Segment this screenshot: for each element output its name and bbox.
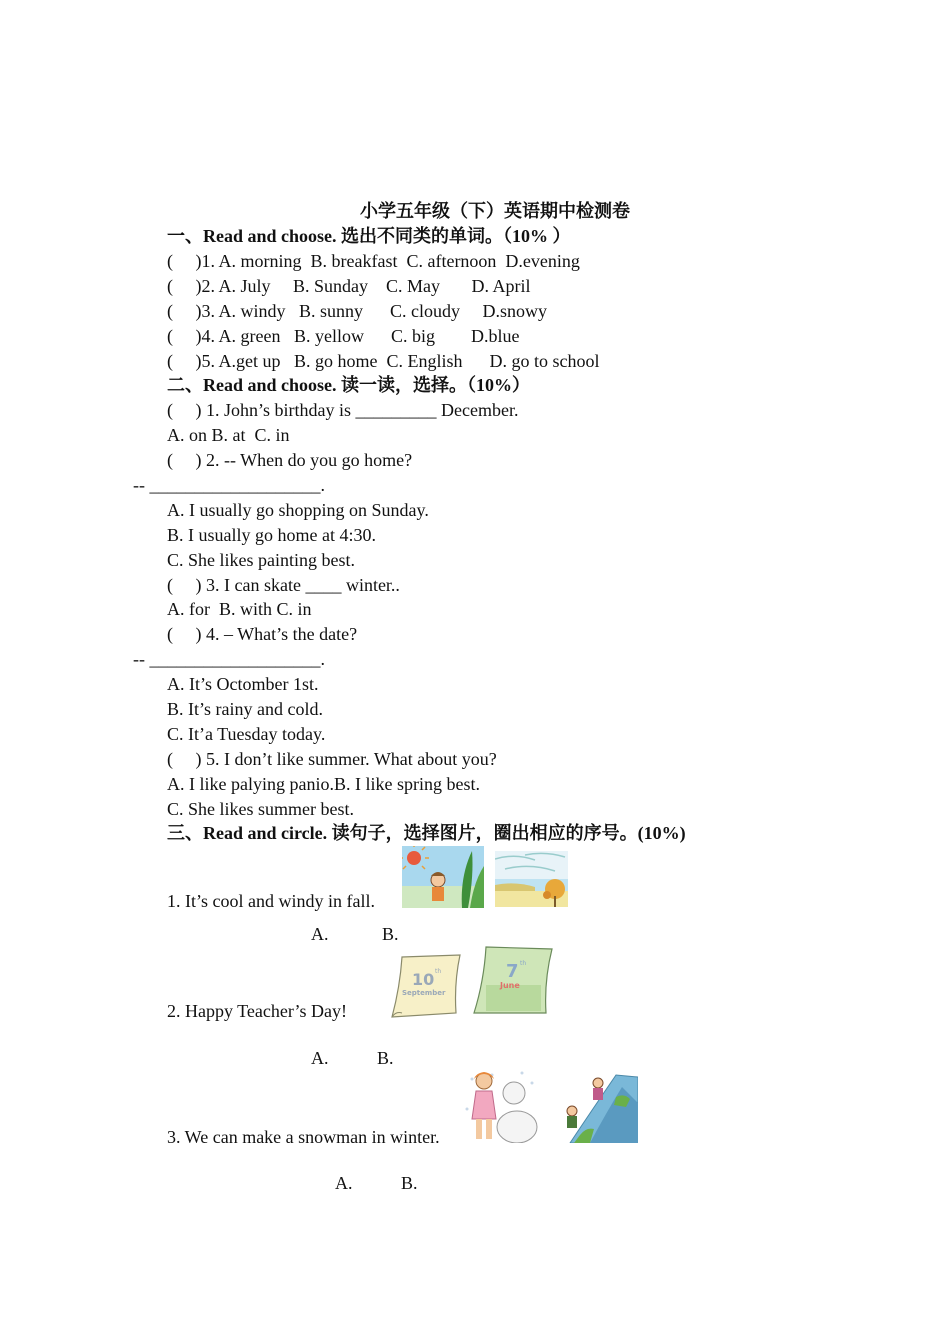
list-item: ( ) 1. John’s birthday is _________ December. xyxy=(167,400,519,420)
list-item: ( )5. A.get up B. go home C. English D. go to school xyxy=(167,351,600,371)
option-b-label: B. xyxy=(401,1173,418,1193)
calendar-card2-month: June xyxy=(500,981,520,990)
list-item: A. I like palying panio.B. I like spring best. xyxy=(167,774,480,794)
question-2: 2. Happy Teacher’s Day! xyxy=(167,1001,348,1021)
list-item: ( )3. A. windy B. sunny C. cloudy D.snowy xyxy=(167,301,548,321)
list-item: B. It’s rainy and cold. xyxy=(167,699,323,719)
windy-fall-image xyxy=(495,851,568,907)
section2-heading: 二、Read and choose. 读一读，选择。（10%） xyxy=(167,375,531,395)
calendar-card1-suffix: th xyxy=(435,968,442,975)
question-3: 3. We can make a snowman in winter. xyxy=(167,1127,440,1147)
list-item: C. She likes summer best. xyxy=(167,799,354,819)
list-item: ( )4. A. green B. yellow C. big D.blue xyxy=(167,326,520,346)
question-1: 1. It’s cool and windy in fall. xyxy=(167,891,375,911)
calendar-card1-month: September xyxy=(402,989,446,997)
option-a-label: A. xyxy=(335,1173,353,1193)
list-item: ( ) 2. -- When do you go home? xyxy=(167,450,413,470)
list-item: A. on B. at C. in xyxy=(167,425,290,445)
calendar-card2-suffix: th xyxy=(520,960,527,967)
answer-blank: -- ___________________. xyxy=(133,649,325,669)
calendar-september-10-image xyxy=(390,953,463,1019)
option-b-label: B. xyxy=(382,924,399,944)
calendar-june-7-image xyxy=(472,945,554,1017)
list-item: ( ) 5. I don’t like summer. What about you? xyxy=(167,749,497,769)
option-b-label: B. xyxy=(377,1048,394,1068)
page-title: 小学五年级（下）英语期中检测卷 xyxy=(360,201,630,221)
list-item: A. I usually go shopping on Sunday. xyxy=(167,500,429,520)
list-item: B. I usually go home at 4:30. xyxy=(167,525,376,545)
list-item: A. It’s Octomber 1st. xyxy=(167,674,319,694)
list-item: C. It’a Tuesday today. xyxy=(167,724,326,744)
list-item: ( ) 4. – What’s the date? xyxy=(167,624,358,644)
list-item: ( )1. A. morning B. breakfast C. afternoon D.evening xyxy=(167,251,580,271)
snowman-image xyxy=(462,1069,540,1143)
climbing-mountain-image xyxy=(550,1073,638,1143)
option-a-label: A. xyxy=(311,924,329,944)
answer-blank: -- ___________________. xyxy=(133,475,325,495)
list-item: ( )2. A. July B. Sunday C. May D. April xyxy=(167,276,531,296)
option-a-label: A. xyxy=(311,1048,329,1068)
calendar-card1-day: 10 xyxy=(412,970,435,989)
sunny-summer-image xyxy=(402,846,484,908)
list-item: A. for B. with C. in xyxy=(167,599,312,619)
list-item: C. She likes painting best. xyxy=(167,550,355,570)
section3-heading: 三、Read and circle. 读句子，选择图片，圈出相应的序号。(10%) xyxy=(167,823,686,843)
list-item: ( ) 3. I can skate ____ winter.. xyxy=(167,575,400,595)
section1-heading: 一、Read and choose. 选出不同类的单词。（10% ） xyxy=(167,226,571,246)
calendar-card2-day: 7 xyxy=(506,961,519,982)
